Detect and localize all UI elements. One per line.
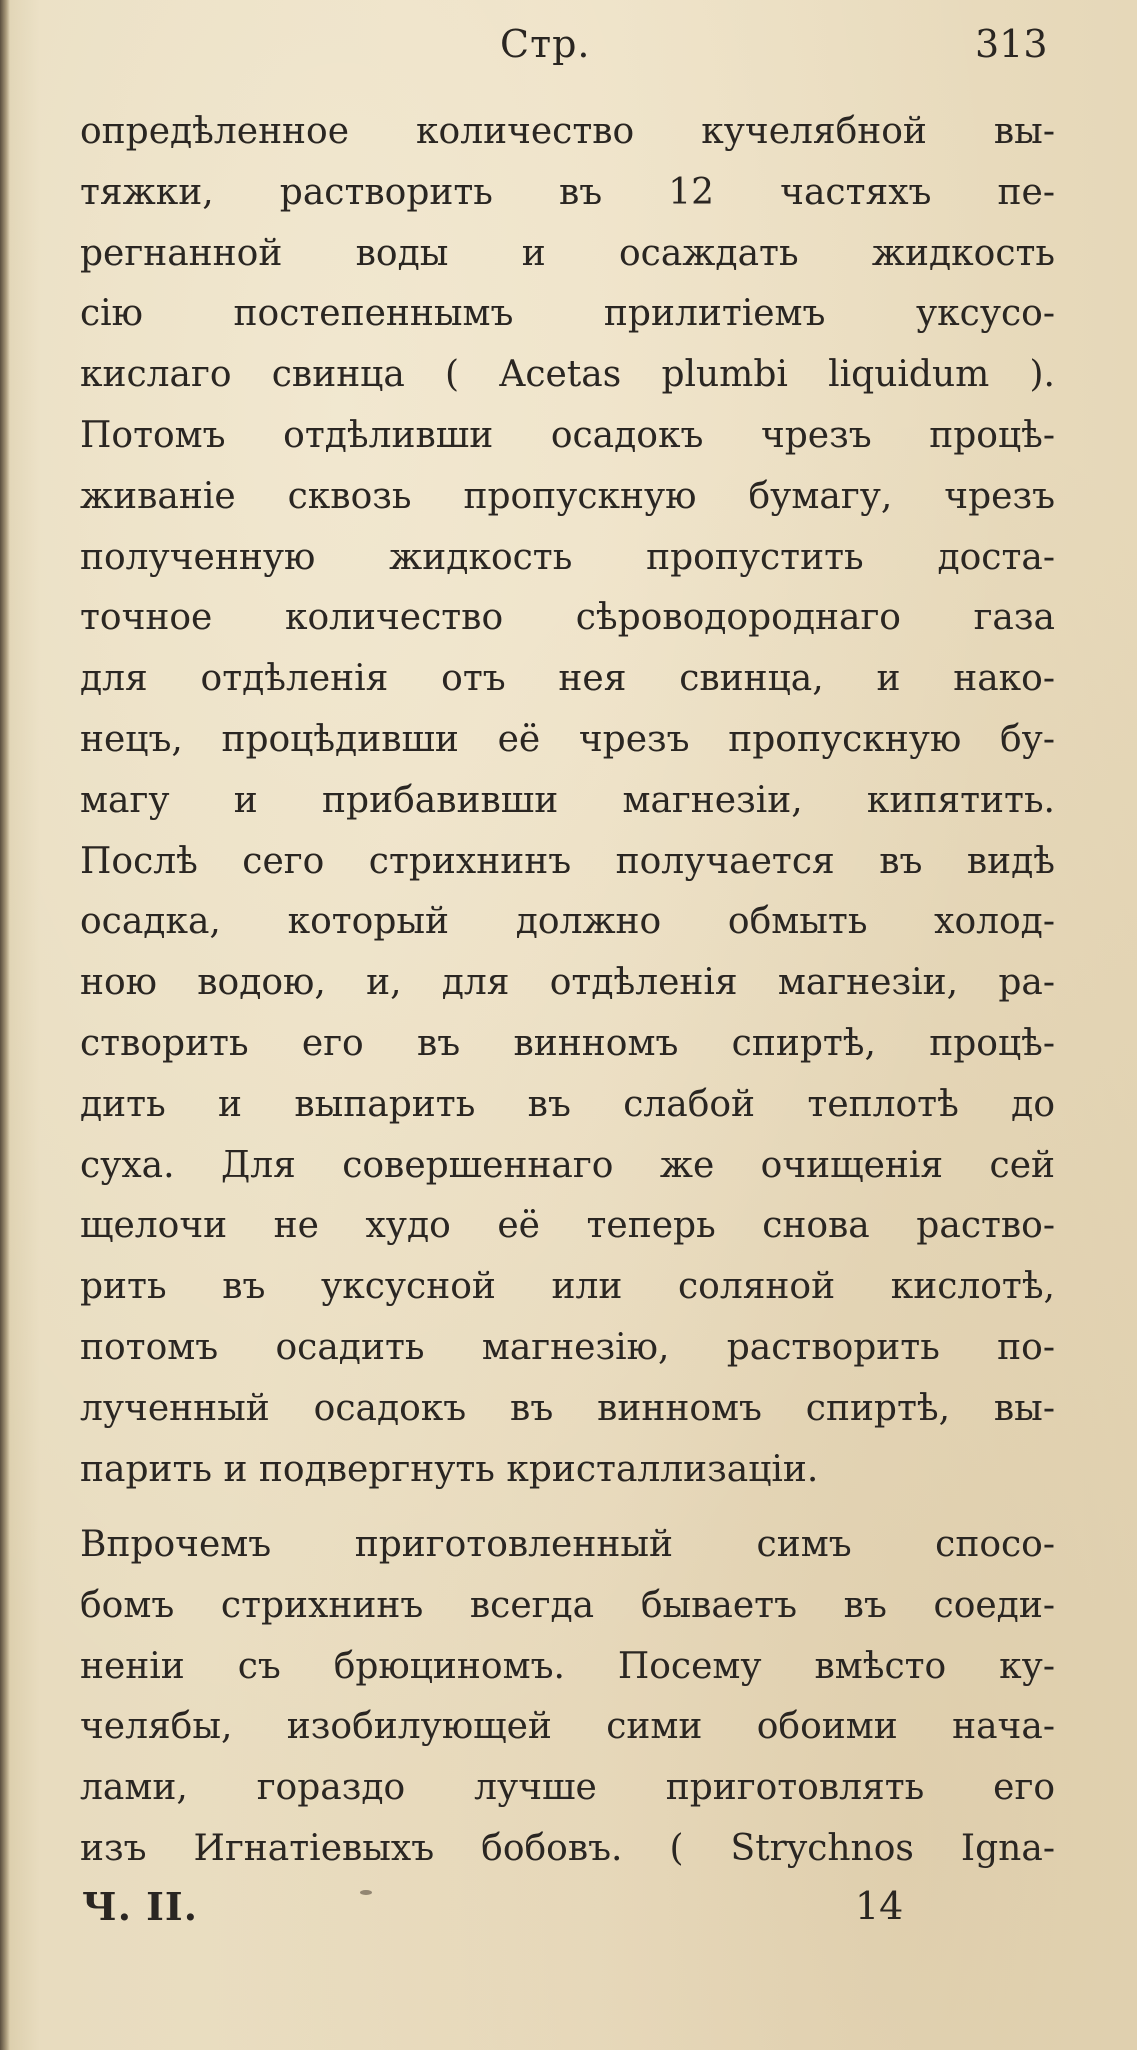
text-line: полученную жидкость пропустить доста- [80, 536, 1055, 578]
sheet-number: 14 [855, 1884, 904, 1928]
signature-mark: Ч. II. [82, 1884, 198, 1929]
text-line: парить и подвергнуть кристаллизаціи. [80, 1448, 819, 1490]
page-number: 313 [975, 22, 1048, 66]
text-line: тяжки, растворить въ 12 частяхъ пе- [80, 171, 1055, 213]
text-line: дить и выпарить въ слабой теплотѣ до [80, 1083, 1055, 1125]
text-line: Впрочемъ приготовленный симъ спосо- [80, 1524, 1055, 1565]
text-line: рить въ уксусной или соляной кислотѣ, [80, 1266, 1055, 1308]
paragraph-2 [80, 1515, 1055, 1880]
text-line: лученный осадокъ въ винномъ спиртѣ, вы- [80, 1387, 1055, 1429]
text-line: ною водою, и, для отдѣленія магнезіи, ра- [80, 962, 1055, 1004]
text-line: опредѣленное количество кучелябной вы- [80, 111, 1055, 152]
text-line: щелочи не худо её теперь снова раство- [80, 1205, 1055, 1247]
text-line: сію постепеннымъ прилитіемъ уксусо- [80, 293, 1055, 335]
text-line: живаніе сквозь пропускную бумагу, чрезъ [80, 475, 1055, 517]
text-line: челябы, изобилующей сими обоими нача- [80, 1706, 1055, 1748]
text-line: кислаго свинца ( Acetas plumbi liquidum ). [80, 354, 1055, 396]
text-line: суха. Для совершеннаго же очищенія сей [80, 1144, 1055, 1186]
text-line: бомъ стрихнинъ всегда бываетъ въ соеди- [80, 1584, 1055, 1626]
text-line: створить его въ винномъ спиртѣ, процѣ- [80, 1022, 1055, 1064]
text-line: точное количество сѣроводороднаго газа [80, 597, 1055, 639]
text-line: магу и прибавивши магнезіи, кипятить. [80, 779, 1055, 821]
text-line: неніи съ брюциномъ. Посему вмѣсто ку- [80, 1645, 1055, 1687]
text-line: регнанной воды и осаждать жидкость [80, 232, 1055, 274]
text-line: нецъ, процѣдивши её чрезъ пропускную бу- [80, 718, 1055, 760]
running-header-title: Стр. [500, 22, 591, 66]
text-line: потомъ осадить магнезію, растворить по- [80, 1326, 1055, 1368]
paragraph-1 [80, 102, 1055, 1500]
page-binding-edge [0, 0, 10, 2050]
text-line: Послѣ сего стрихнинъ получается въ видѣ [80, 840, 1055, 882]
text-line: изъ Игнатіевыхъ бобовъ. ( Strychnos Igna- [80, 1827, 1055, 1869]
ink-speck [360, 1890, 372, 1895]
text-line: лами, гораздо лучше приготовлять его [80, 1767, 1055, 1809]
text-line: Потомъ отдѣливши осадокъ чрезъ процѣ- [80, 414, 1055, 456]
text-line: для отдѣленія отъ нея свинца, и нако- [80, 658, 1055, 700]
text-line: осадка, который должно обмыть холод- [80, 901, 1055, 943]
